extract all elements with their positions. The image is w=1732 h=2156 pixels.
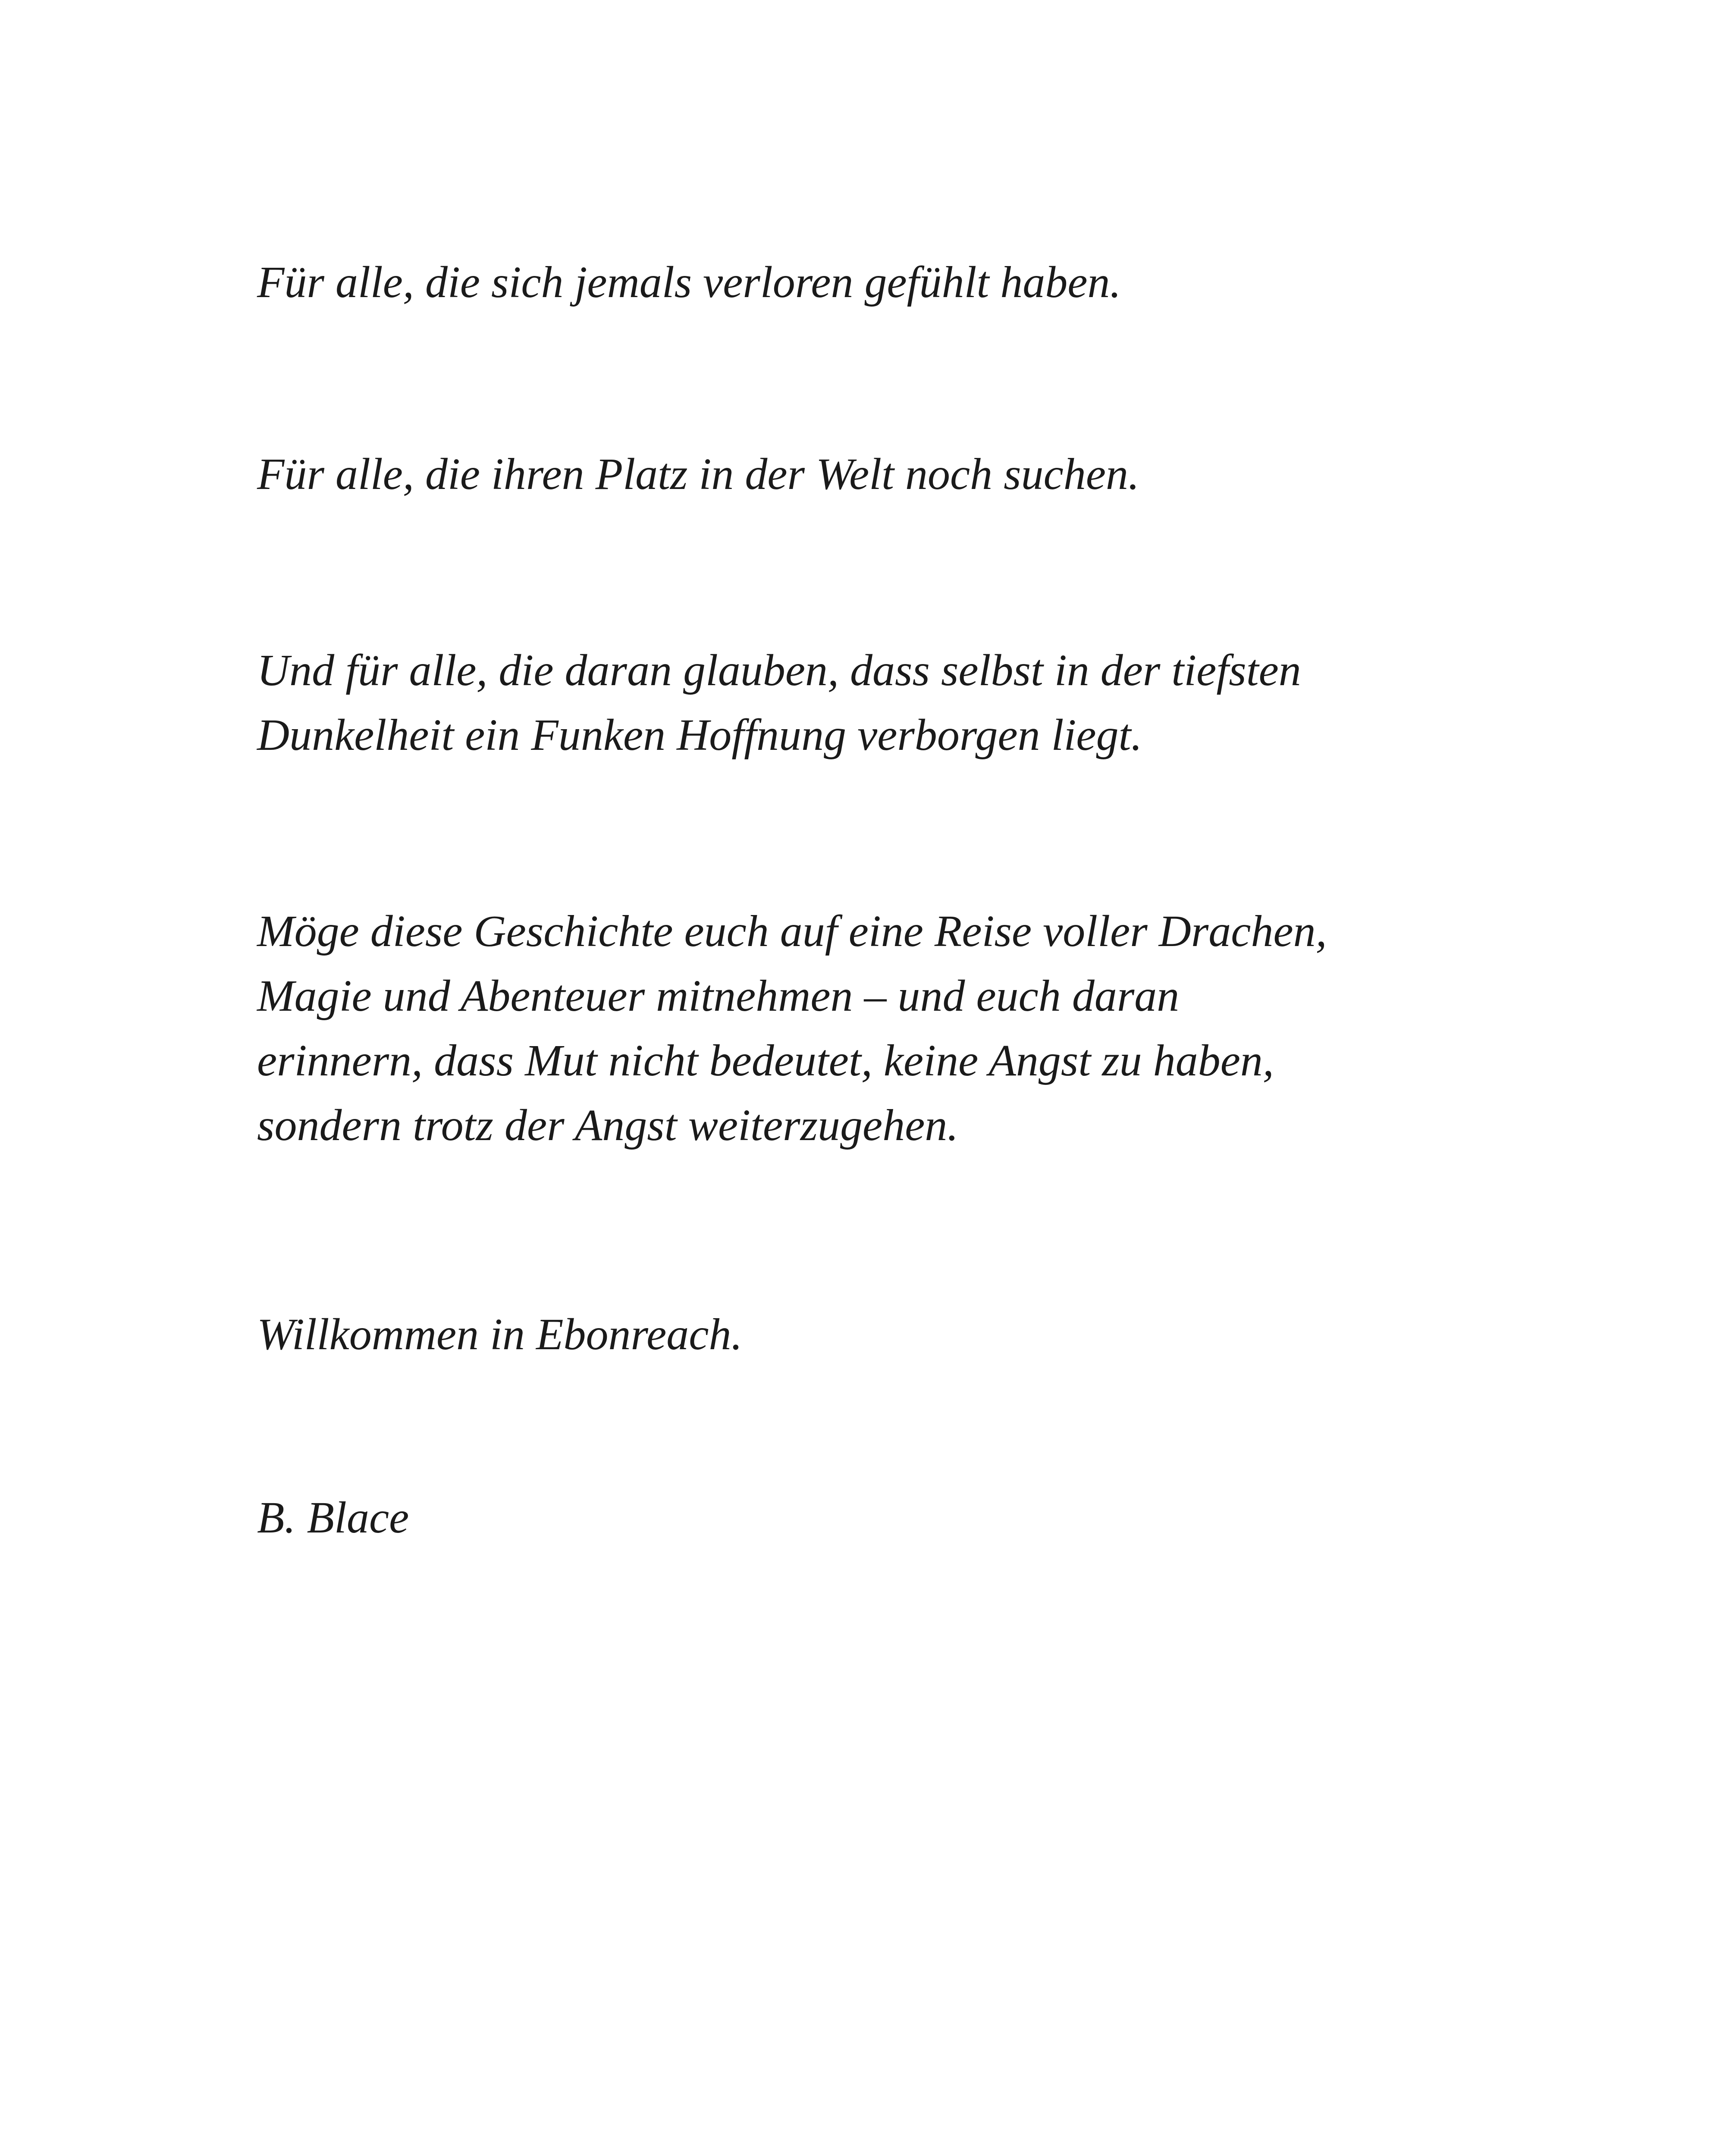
text-line: Möge diese Geschichte euch auf eine Reise voller Drachen,	[257, 906, 1327, 956]
dedication-paragraph-4	[257, 899, 1551, 1158]
welcome-line	[257, 1302, 1551, 1367]
text-line: Für alle, die ihren Platz in der Welt noch suchen.	[257, 449, 1139, 499]
author-signature	[257, 1485, 1551, 1550]
text-line: Willkommen in Ebonreach.	[257, 1310, 743, 1359]
text-line: Dunkelheit ein Funken Hoffnung verborgen liegt.	[257, 710, 1142, 760]
text-line: Und für alle, die daran glauben, dass selbst in der tiefsten	[257, 646, 1301, 695]
text-line: Magie und Abenteuer mitnehmen – und euch daran	[257, 971, 1180, 1021]
author-name: B. Blace	[257, 1493, 409, 1542]
text-line: erinnern, dass Mut nicht bedeutet, keine Angst zu haben,	[257, 1036, 1274, 1085]
text-line: Für alle, die sich jemals verloren gefühlt haben.	[257, 257, 1121, 307]
dedication-line-1	[257, 250, 1551, 315]
dedication-paragraph-3	[257, 638, 1551, 768]
dedication-line-2	[257, 442, 1551, 507]
text-line: sondern trotz der Angst weiterzugehen.	[257, 1100, 959, 1150]
